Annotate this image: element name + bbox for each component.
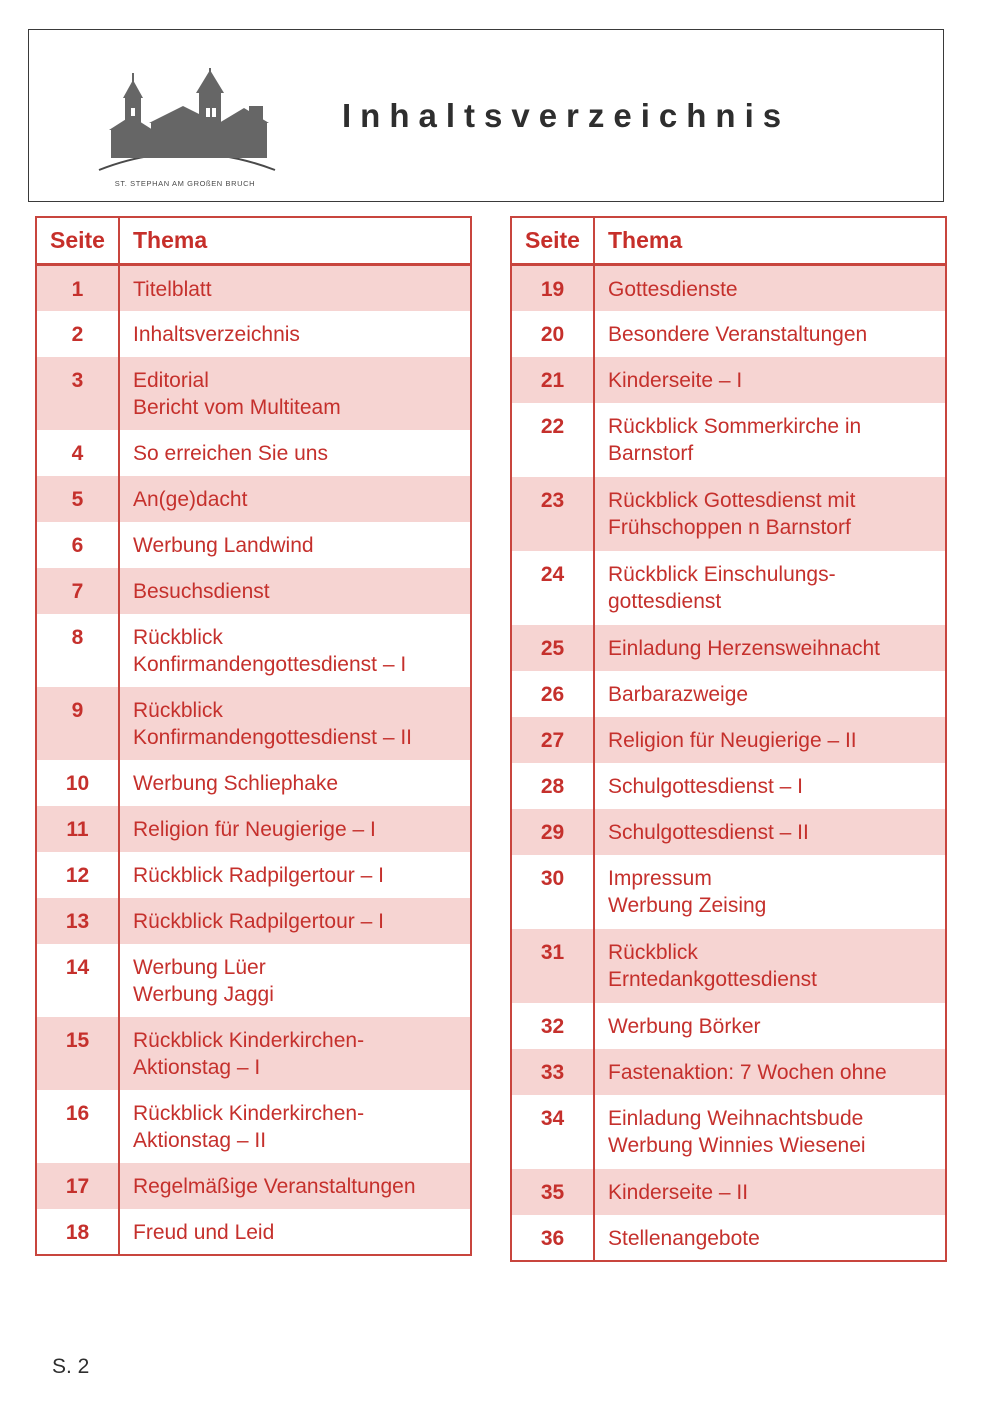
toc-topic — [594, 311, 946, 357]
toc-topic-line: Werbung Jaggi — [133, 983, 274, 1006]
toc-topic-line: Fastenaktion: 7 Wochen ohne — [608, 1060, 887, 1084]
toc-page-number: 20 — [511, 311, 594, 357]
toc-row — [511, 625, 946, 671]
toc-row — [36, 568, 471, 614]
toc-page-number: 5 — [36, 476, 119, 522]
toc-row — [511, 403, 946, 477]
toc-row — [511, 855, 946, 929]
toc-row — [36, 265, 471, 311]
toc-page-number: 11 — [36, 806, 119, 852]
toc-row — [511, 477, 946, 551]
page-number-footer: S. 2 — [52, 1355, 90, 1378]
toc-topic — [594, 357, 946, 403]
toc-topic — [119, 1163, 471, 1209]
toc-row — [511, 265, 946, 311]
toc-topic-line: Kinderseite – I — [608, 368, 743, 392]
toc-row — [36, 806, 471, 852]
column-header-thema: Thema — [594, 217, 946, 265]
toc-page-number: 32 — [511, 1003, 594, 1049]
column-header-seite: Seite — [36, 217, 119, 265]
toc-row — [36, 944, 471, 1017]
toc-topic-line: Aktionstag – II — [133, 1129, 267, 1152]
toc-row — [511, 671, 946, 717]
toc-topic-line: Besondere Veranstaltungen — [608, 322, 868, 346]
toc-row — [511, 357, 946, 403]
toc-topic-line: Aktionstag – I — [133, 1056, 261, 1079]
toc-page-number: 34 — [511, 1095, 594, 1169]
toc-page-number: 12 — [36, 852, 119, 898]
toc-page-number: 10 — [36, 760, 119, 806]
toc-page-number: 13 — [36, 898, 119, 944]
toc-body-left — [36, 265, 471, 1255]
toc-topic — [594, 1095, 946, 1169]
toc-topic-line: Rückblick Gottesdienst mit — [608, 488, 856, 512]
toc-body-right — [511, 265, 946, 1261]
toc-topic — [594, 929, 946, 1003]
toc-row — [36, 852, 471, 898]
toc-topic — [594, 671, 946, 717]
toc-page-number: 6 — [36, 522, 119, 568]
toc-page-number: 29 — [511, 809, 594, 855]
toc-row — [511, 311, 946, 357]
toc-row — [36, 760, 471, 806]
toc-row — [36, 898, 471, 944]
toc-page-number: 8 — [36, 614, 119, 687]
toc-table-left — [35, 216, 472, 1256]
toc-topic — [119, 760, 471, 806]
toc-topic — [119, 898, 471, 944]
toc-topic-line: Bericht vom Multiteam — [133, 396, 341, 419]
toc-topic — [594, 403, 946, 477]
toc-topic — [594, 1003, 946, 1049]
logo-caption: ST. STEPHAN AM GROßEN BRUCH — [114, 179, 256, 188]
toc-topic — [594, 763, 946, 809]
page-title: Inhaltsverzeichnis — [342, 97, 791, 134]
toc-topic — [119, 311, 471, 357]
toc-page-number: 21 — [511, 357, 594, 403]
toc-topic — [119, 476, 471, 522]
toc-topic — [594, 1215, 946, 1261]
toc-page-number: 9 — [36, 687, 119, 760]
toc-page-number: 26 — [511, 671, 594, 717]
toc-topic-line: Rückblick Kinderkirchen- — [133, 1028, 365, 1052]
church-logo — [79, 68, 291, 193]
toc-topic — [119, 357, 471, 430]
toc-page-number: 35 — [511, 1169, 594, 1215]
toc-row — [511, 1215, 946, 1261]
toc-page-number: 19 — [511, 265, 594, 311]
toc-page-number: 30 — [511, 855, 594, 929]
toc-row — [36, 522, 471, 568]
toc-page-number: 16 — [36, 1090, 119, 1163]
toc-row — [511, 1169, 946, 1215]
toc-topic-line: Einladung Herzensweihnacht — [608, 636, 881, 660]
toc-topic — [119, 614, 471, 687]
toc-topic-line: Gottesdienste — [608, 278, 738, 301]
header-box — [28, 29, 944, 202]
toc-topic — [119, 944, 471, 1017]
toc-topic-line: Regelmäßige Veranstaltungen — [133, 1174, 416, 1198]
toc-topic-line: Einladung Weihnachtsbude — [608, 1106, 864, 1130]
toc-row — [36, 476, 471, 522]
toc-topic-line: Werbung Börker — [608, 1014, 761, 1038]
toc-topic — [594, 625, 946, 671]
toc-page-number: 25 — [511, 625, 594, 671]
toc-topic — [119, 1090, 471, 1163]
toc-topic — [119, 1017, 471, 1090]
toc-topic-line: Werbung Zeising — [608, 894, 767, 917]
toc-topic-line: Rückblick Sommerkirche in — [608, 414, 862, 438]
toc-topic-line: Rückblick Kinderkirchen- — [133, 1101, 365, 1125]
toc-topic-line: Werbung Winnies Wiesenei — [608, 1134, 866, 1157]
toc-page-number: 33 — [511, 1049, 594, 1095]
toc-topic-line: Barnstorf — [608, 442, 694, 465]
toc-row — [511, 551, 946, 625]
toc-header-row — [36, 217, 471, 265]
toc-topic-line: Rückblick Radpilgertour – I — [133, 863, 384, 887]
toc-topic-line: Erntedankgottesdienst — [608, 968, 817, 991]
toc-row — [511, 1003, 946, 1049]
toc-row — [511, 809, 946, 855]
toc-topic-line: Freud und Leid — [133, 1220, 275, 1244]
column-header-thema: Thema — [119, 217, 471, 265]
toc-page-number: 4 — [36, 430, 119, 476]
toc-topic-line: Rückblick Einschulungs- — [608, 562, 836, 586]
toc-topic — [119, 1209, 471, 1255]
toc-page-number: 17 — [36, 1163, 119, 1209]
toc-topic-line: Religion für Neugierige – II — [608, 728, 857, 752]
toc-topic-line: Religion für Neugierige – I — [133, 817, 376, 841]
toc-topic — [594, 477, 946, 551]
toc-page-number: 31 — [511, 929, 594, 1003]
toc-topic-line: Titelblatt — [133, 278, 212, 301]
toc-page-number: 27 — [511, 717, 594, 763]
toc-page-number: 23 — [511, 477, 594, 551]
toc-row — [511, 1049, 946, 1095]
toc-row — [36, 687, 471, 760]
toc-topic-line: Werbung Lüer — [133, 955, 266, 979]
toc-row — [511, 929, 946, 1003]
toc-page-number: 14 — [36, 944, 119, 1017]
toc-topic — [594, 717, 946, 763]
toc-topic-line: Werbung Landwind — [133, 533, 314, 557]
toc-topic-line: Editorial — [133, 368, 209, 392]
toc-row — [36, 614, 471, 687]
toc-topic-line: Inhaltsverzeichnis — [133, 322, 300, 346]
toc-topic — [119, 852, 471, 898]
toc-topic-line: Rückblick — [133, 625, 223, 649]
toc-table-right — [510, 216, 947, 1262]
toc-topic — [119, 522, 471, 568]
toc-row — [36, 1163, 471, 1209]
toc-row — [36, 311, 471, 357]
toc-topic-line: Schulgottesdienst – I — [608, 774, 803, 798]
toc-topic — [594, 1169, 946, 1215]
toc-page-number: 18 — [36, 1209, 119, 1255]
toc-topic — [594, 265, 946, 311]
toc-row — [36, 357, 471, 430]
toc-header-row — [511, 217, 946, 265]
toc-row — [36, 430, 471, 476]
toc-topic-line: Rückblick Radpilgertour – I — [133, 909, 384, 933]
toc-page-number: 15 — [36, 1017, 119, 1090]
toc-topic — [119, 806, 471, 852]
toc-topic-line: Schulgottesdienst – II — [608, 820, 809, 844]
toc-topic-line: Rückblick — [133, 698, 223, 722]
toc-topic-line: Werbung Schliephake — [133, 771, 339, 795]
toc-topic — [119, 265, 471, 311]
toc-topic — [594, 855, 946, 929]
column-header-seite: Seite — [511, 217, 594, 265]
toc-topic — [119, 430, 471, 476]
toc-topic-line: Konfirmandengottesdienst – II — [133, 726, 413, 749]
toc-topic-line: Impressum — [608, 866, 712, 890]
toc-topic-line: So erreichen Sie uns — [133, 441, 328, 465]
toc-page-number: 1 — [36, 265, 119, 311]
toc-page-number: 3 — [36, 357, 119, 430]
toc-page-number: 7 — [36, 568, 119, 614]
toc-page-number: 28 — [511, 763, 594, 809]
toc-topic-line: Frühschoppen n Barnstorf — [608, 516, 851, 539]
toc-topic-line: Kinderseite – II — [608, 1180, 749, 1204]
toc-topic-line: Barbarazweige — [608, 682, 749, 706]
toc-page-number: 2 — [36, 311, 119, 357]
toc-row — [511, 1095, 946, 1169]
toc-row — [511, 763, 946, 809]
toc-page-number: 22 — [511, 403, 594, 477]
toc-page-number: 24 — [511, 551, 594, 625]
toc-topic — [119, 568, 471, 614]
toc-row — [36, 1017, 471, 1090]
toc-row — [36, 1090, 471, 1163]
toc-topic — [594, 1049, 946, 1095]
toc-topic-line: An(ge)dacht — [133, 487, 248, 511]
toc-topic-line: gottesdienst — [608, 590, 722, 613]
toc-topic — [594, 809, 946, 855]
toc-topic — [119, 687, 471, 760]
toc-topic-line: Konfirmandengottesdienst – I — [133, 653, 407, 676]
toc-topic-line: Rückblick — [608, 940, 698, 964]
toc-topic-line: Stellenangebote — [608, 1226, 760, 1250]
toc-row — [511, 717, 946, 763]
toc-topic — [594, 551, 946, 625]
toc-topic-line: Besuchsdienst — [133, 579, 270, 603]
toc-page-number: 36 — [511, 1215, 594, 1261]
toc-row — [36, 1209, 471, 1255]
